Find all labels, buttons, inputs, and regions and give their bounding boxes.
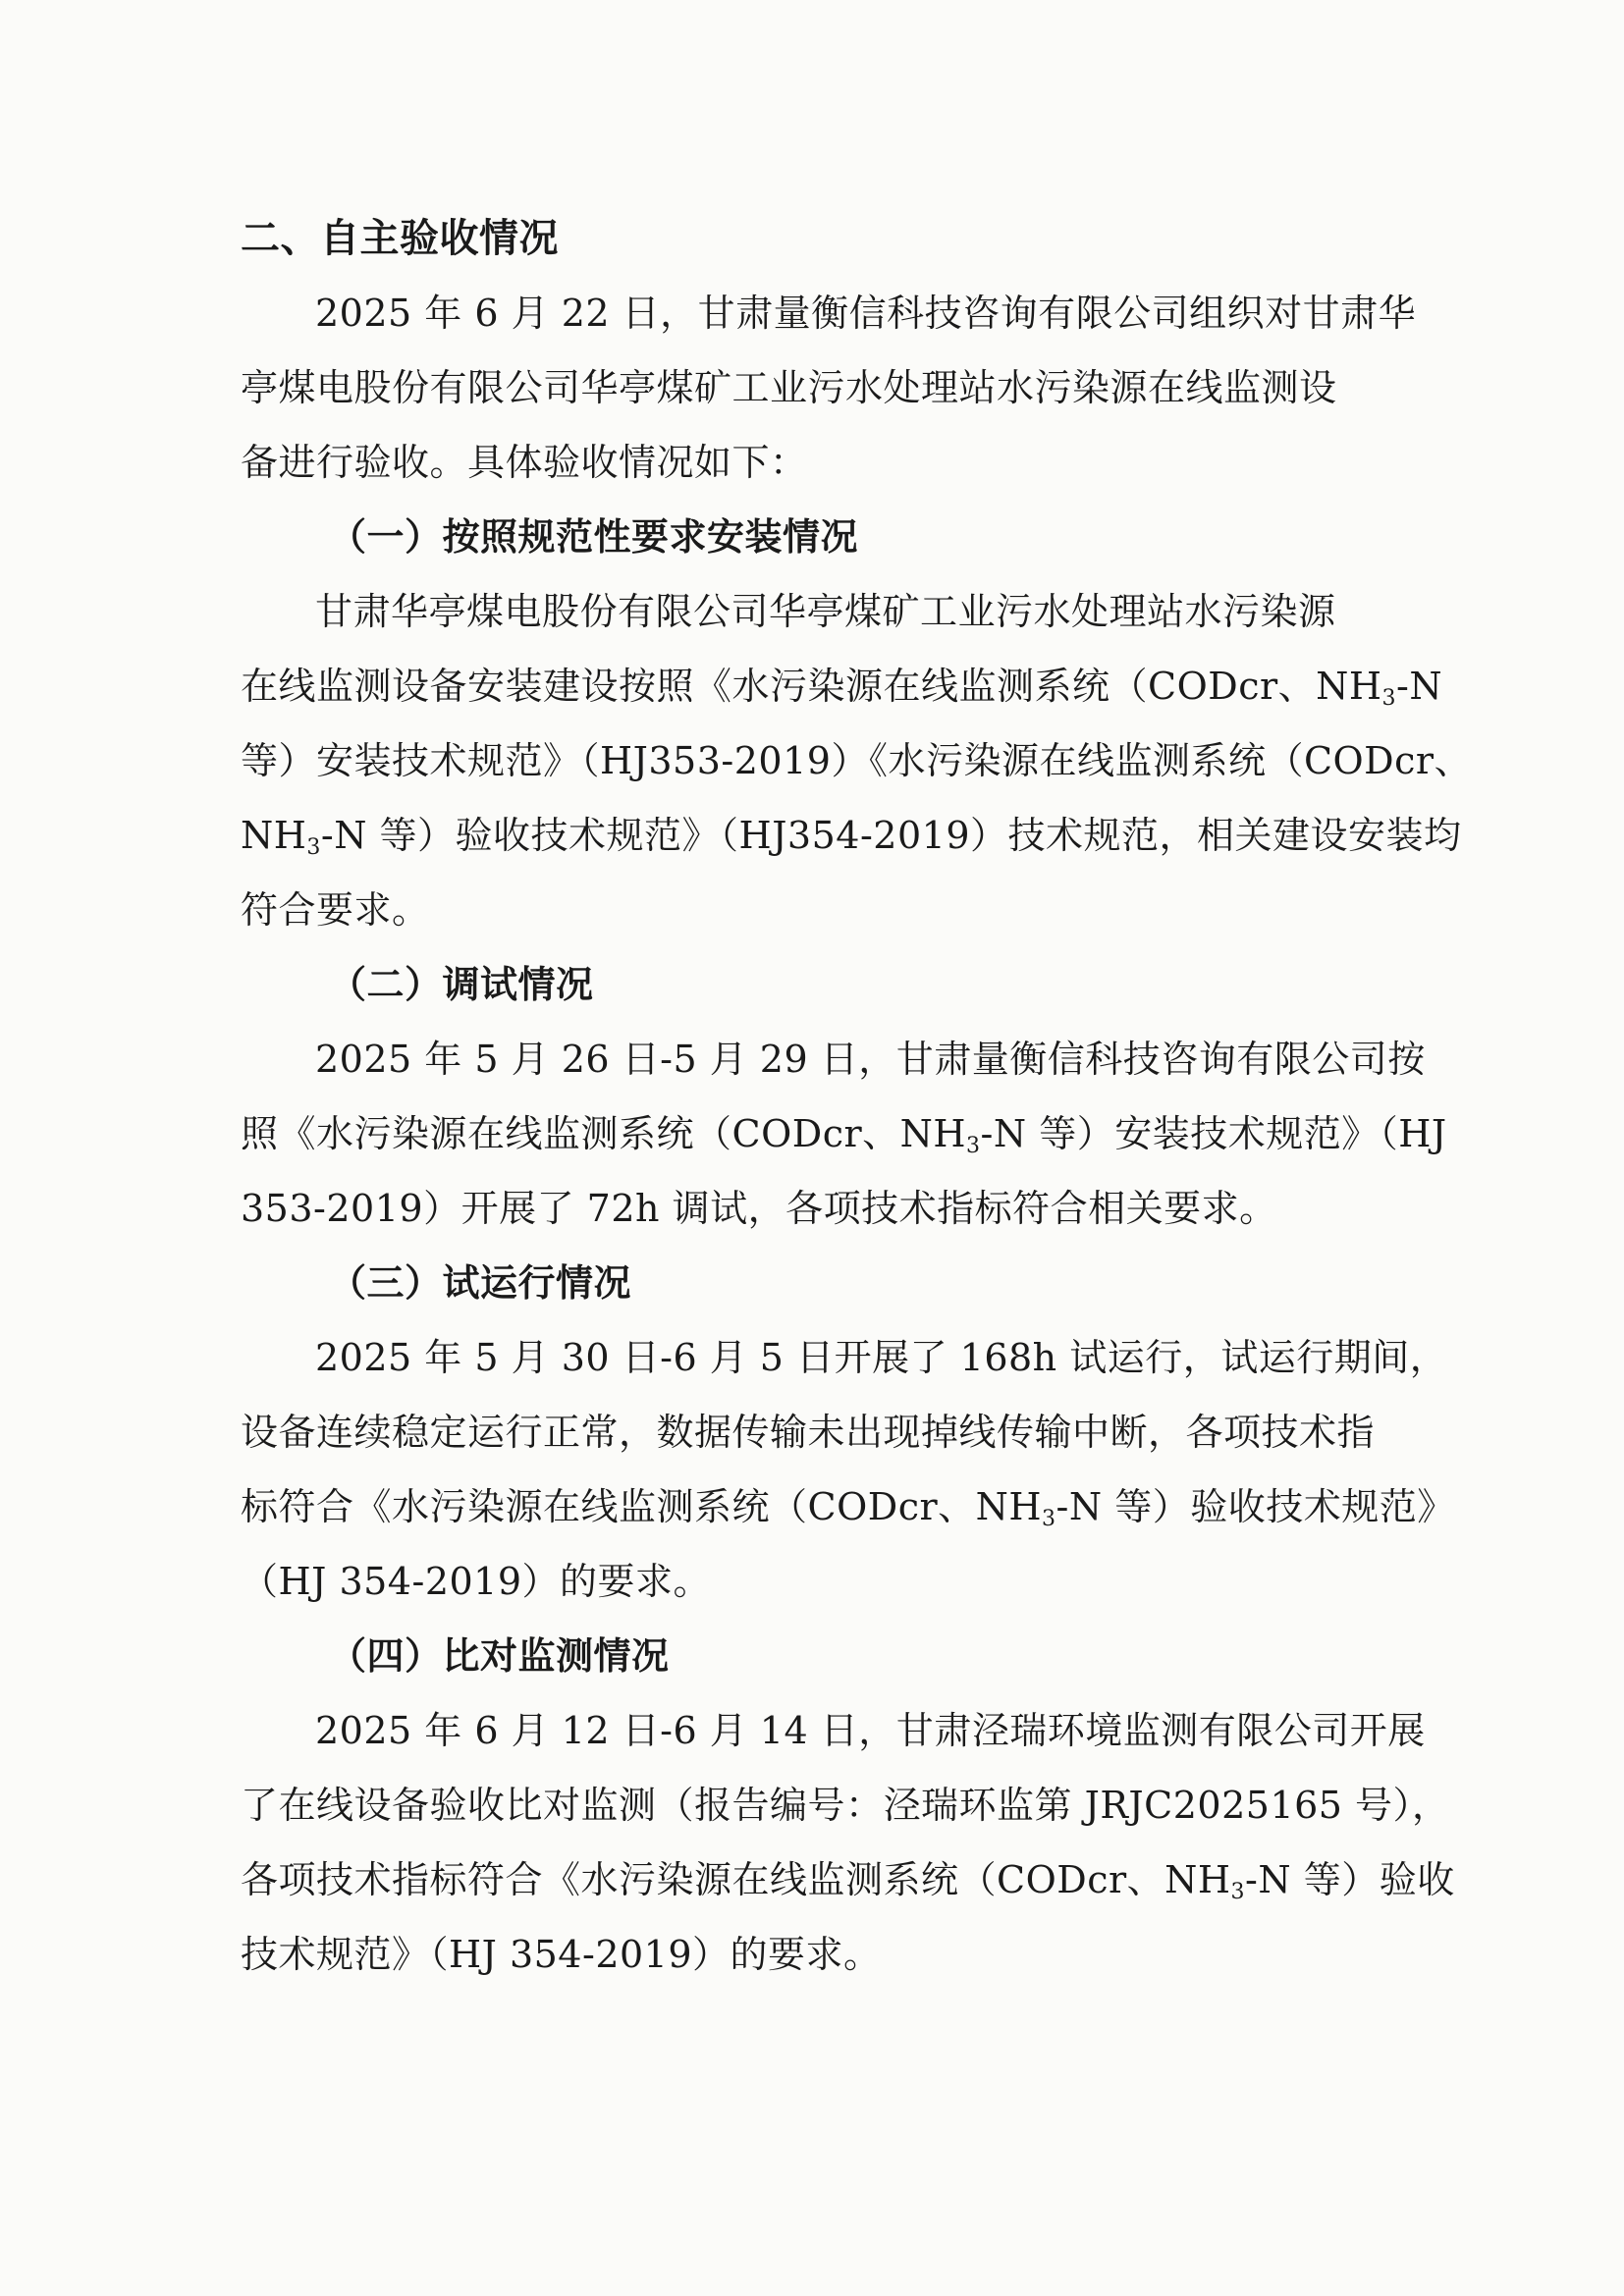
s1-line-2: 在线监测设备安装建设按照《水污染源在线监测系统（CODcr、$NH_3-N$ xyxy=(241,665,1443,711)
subsection-1-title: （一）按照规范性要求安装情况 xyxy=(329,515,859,559)
subsection-2-title: （二）调试情况 xyxy=(329,963,594,1006)
s3-line-2: 设备连续稳定运行正常，数据传输未出现掉线传输中断，各项技术指 xyxy=(241,1411,1376,1454)
s4-line-4: 技术规范》（HJ 354-2019）的要求。 xyxy=(241,1933,882,1976)
s2-line-1: 2025 年 5 月 26 日-5 月 29 日，甘肃量衡信科技咨询有限公司按 xyxy=(315,1038,1426,1081)
s4-line-1: 2025 年 6 月 12 日-6 月 14 日，甘肃泾瑞环境监测有限公司开展 xyxy=(315,1709,1426,1752)
s1-line-5: 符合要求。 xyxy=(241,888,430,932)
s3-line-3: 标符合《水污染源在线监测系统（CODcr、$NH_3-N$ 等）验收技术规范》 xyxy=(241,1485,1455,1531)
subsection-4-title: （四）比对监测情况 xyxy=(329,1634,670,1678)
s1-line-3: 等）安装技术规范》（HJ353-2019）《水污染源在线监测系统（CODcr、 xyxy=(241,739,1473,782)
s2-line-3: 353-2019）开展了 72h 调试，各项技术指标符合相关要求。 xyxy=(241,1187,1277,1230)
s4-line-3: 各项技术指标符合《水污染源在线监测系统（CODcr、$NH_3-N$ 等）验收 xyxy=(241,1858,1455,1904)
intro-line-2: 亭煤电股份有限公司华亭煤矿工业污水处理站水污染源在线监测设 xyxy=(241,366,1337,409)
s1-line-4: $NH_3-N$ 等）验收技术规范》（HJ354-2019）技术规范，相关建设安装均 xyxy=(241,814,1462,860)
intro-line-3: 备进行验收。具体验收情况如下： xyxy=(241,441,808,484)
document-body xyxy=(241,201,1473,1992)
intro-line-1: 2025 年 6 月 22 日，甘肃量衡信科技咨询有限公司组织对甘肃华 xyxy=(315,292,1417,335)
section-heading: 二、自主验收情况 xyxy=(241,216,559,261)
subsection-3-title: （三）试运行情况 xyxy=(329,1261,632,1305)
s3-line-1: 2025 年 5 月 30 日-6 月 5 日开展了 168h 试运行，试运行期间， xyxy=(315,1336,1448,1379)
s3-line-4: （HJ 354-2019）的要求。 xyxy=(241,1560,712,1603)
s2-line-2: 照《水污染源在线监测系统（CODcr、$NH_3-N$ 等）安装技术规范》（HJ xyxy=(241,1112,1447,1158)
s1-line-1: 甘肃华亭煤电股份有限公司华亭煤矿工业污水处理站水污染源 xyxy=(315,590,1336,633)
s4-line-2: 了在线设备验收比对监测（报告编号：泾瑞环监第 JRJC2025165 号）， xyxy=(241,1784,1450,1827)
